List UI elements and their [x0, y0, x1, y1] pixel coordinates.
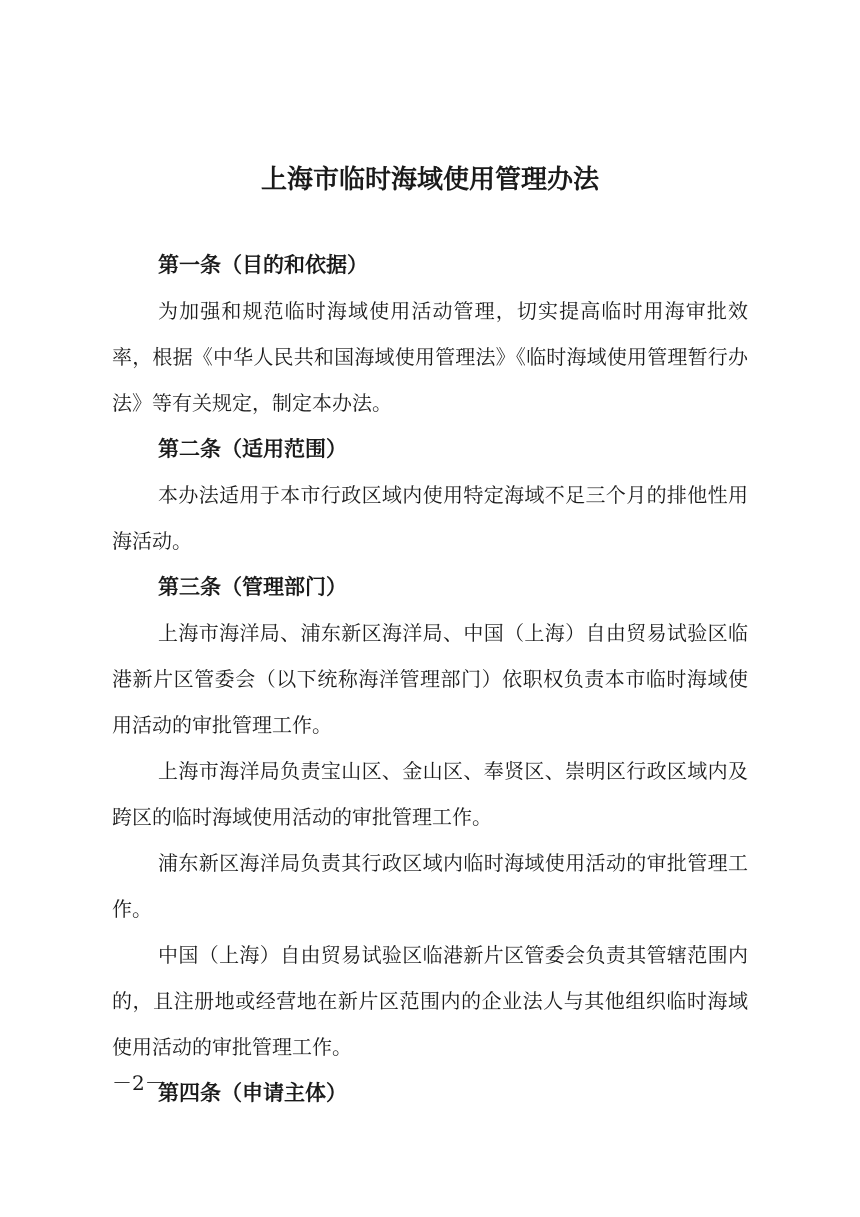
- article-3-paragraph-3: 浦东新区海洋局负责其行政区域内临时海域使用活动的审批管理工作。: [112, 851, 748, 921]
- article-2-paragraph-1: 本办法适用于本市行政区域内使用特定海域不足三个月的排他性用海活动。: [112, 483, 748, 553]
- article-1-heading: 第一条（目的和依据）: [158, 253, 368, 277]
- article-3-paragraph-1: 上海市海洋局、浦东新区海洋局、中国（上海）自由贸易试验区临港新片区管委会（以下统称海洋管理部门）依职权负责本市临时海域使用活动的审批管理工作。: [112, 621, 748, 737]
- article-4-heading: 第四条（申请主体）: [158, 1081, 347, 1105]
- article-3-paragraph-2: 上海市海洋局负责宝山区、金山区、奉贤区、崇明区行政区域内及跨区的临时海域使用活动的审批管理工作。: [112, 759, 748, 829]
- document-title: 上海市临时海域使用管理办法: [260, 165, 599, 195]
- document-body: [112, 242, 748, 1116]
- page-number: －2－: [112, 1071, 165, 1095]
- article-3-paragraph-4: 中国（上海）自由贸易试验区临港新片区管委会负责其管辖范围内的，且注册地或经营地在新片区范围内的企业法人与其他组织临时海域使用活动的审批管理工作。: [112, 943, 748, 1059]
- article-3-heading: 第三条（管理部门）: [158, 575, 347, 599]
- article-2-heading: 第二条（适用范围）: [158, 437, 347, 461]
- article-1-paragraph-1: 为加强和规范临时海域使用活动管理，切实提高临时用海审批效率，根据《中华人民共和国海域使用管理法》《临时海域使用管理暂行办法》等有关规定，制定本办法。: [112, 299, 748, 415]
